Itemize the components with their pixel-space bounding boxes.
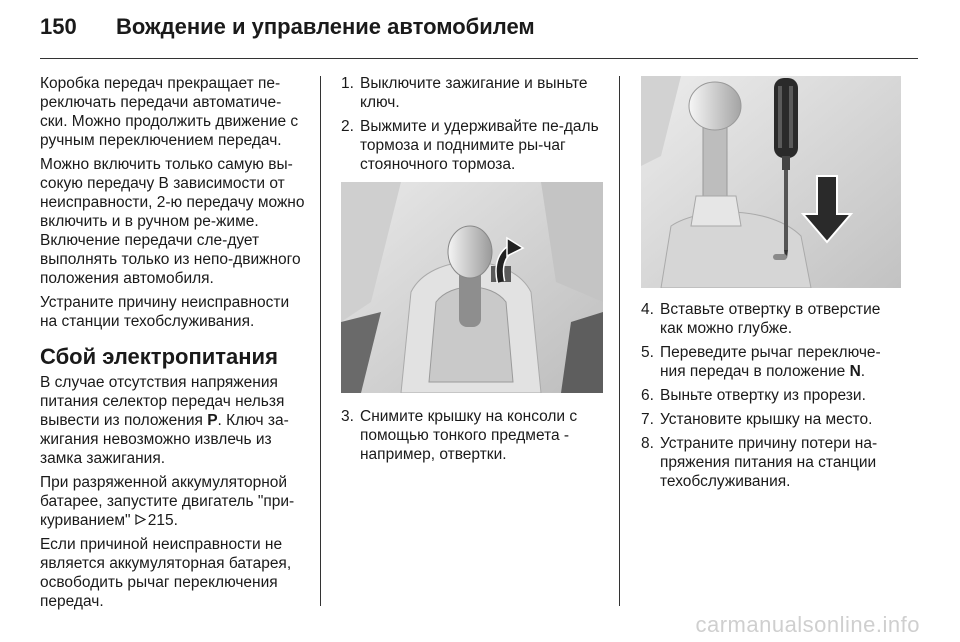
paragraph-jump-start: При разряженной аккумуляторной батарее, запустите двигатель "при-куриванием" 215. <box>40 474 295 529</box>
column-2 <box>341 74 603 469</box>
gear-p-label: P <box>207 412 218 429</box>
list-item: 6. Выньте отвертку из прорези. <box>641 387 866 404</box>
paragraph-gearbox: Коробка передач прекращает пе-реключать передачи автоматиче-ски. Можно продолжить движение с ручным переключением передач. <box>40 75 299 149</box>
list-item: 7. Установите крышку на место. <box>641 411 873 428</box>
list-item: 5. Переведите рычаг переключе-ния передач в положение N. <box>641 344 881 380</box>
list-item: 1. Выключите зажигание и выньте ключ. <box>341 75 588 111</box>
screwdriver-illustration <box>641 76 901 288</box>
console-cover-illustration <box>341 182 603 393</box>
column-divider-2 <box>619 76 620 606</box>
list-item: 3. Снимите крышку на консоли с помощью тонкого предмета - например, отвертки. <box>341 408 578 463</box>
column-3 <box>641 74 901 496</box>
page-reference-link[interactable]: 215. <box>147 512 178 529</box>
steps-list-2 <box>341 407 603 464</box>
list-item: 2. Выжмите и удерживайте пе-даль тормоза и поднимите ры-чаг стояночного тормоза. <box>341 118 599 173</box>
header-divider <box>40 58 918 59</box>
watermark: carmanualsonline.info <box>695 612 920 637</box>
page-reference-icon <box>135 511 146 530</box>
page-number: 150 <box>40 14 77 39</box>
gear-n-label: N <box>849 363 861 380</box>
steps-list-1 <box>341 74 603 174</box>
column-divider-1 <box>320 76 321 606</box>
list-item: 4. Вставьте отвертку в отверстие как можно глубже. <box>641 301 881 337</box>
paragraph-highest-gear: Можно включить только самую вы-сокую передачу В зависимости от неисправности, 2-ю передачу можно включить и в ручном ре-жиме. Включение передачи сле-дует выполнять только из непо-движного положения автомобиля. <box>40 156 305 287</box>
paragraph-fix-cause: Устраните причину неисправности на станции техобслуживания. <box>40 294 290 330</box>
page-title: Вождение и управление автомобилем <box>116 14 535 39</box>
paragraph-no-voltage: В случае отсутствия напряжения питания селектор передач нельзя вывести из положения P. Ключ за-жигания невозможно извлечь из замка зажигания. <box>40 374 289 467</box>
page-header <box>40 14 535 54</box>
column-1 <box>40 74 308 616</box>
steps-list-3 <box>641 300 901 491</box>
section-title-power-failure: Сбой электропитания <box>40 344 278 369</box>
list-item: 8. Устраните причину потери на-пряжения питания на станции техобслуживания. <box>641 435 878 490</box>
paragraph-release-lever: Если причиной неисправности не является аккумуляторная батарея, освободить рычаг переключения передач. <box>40 536 292 610</box>
